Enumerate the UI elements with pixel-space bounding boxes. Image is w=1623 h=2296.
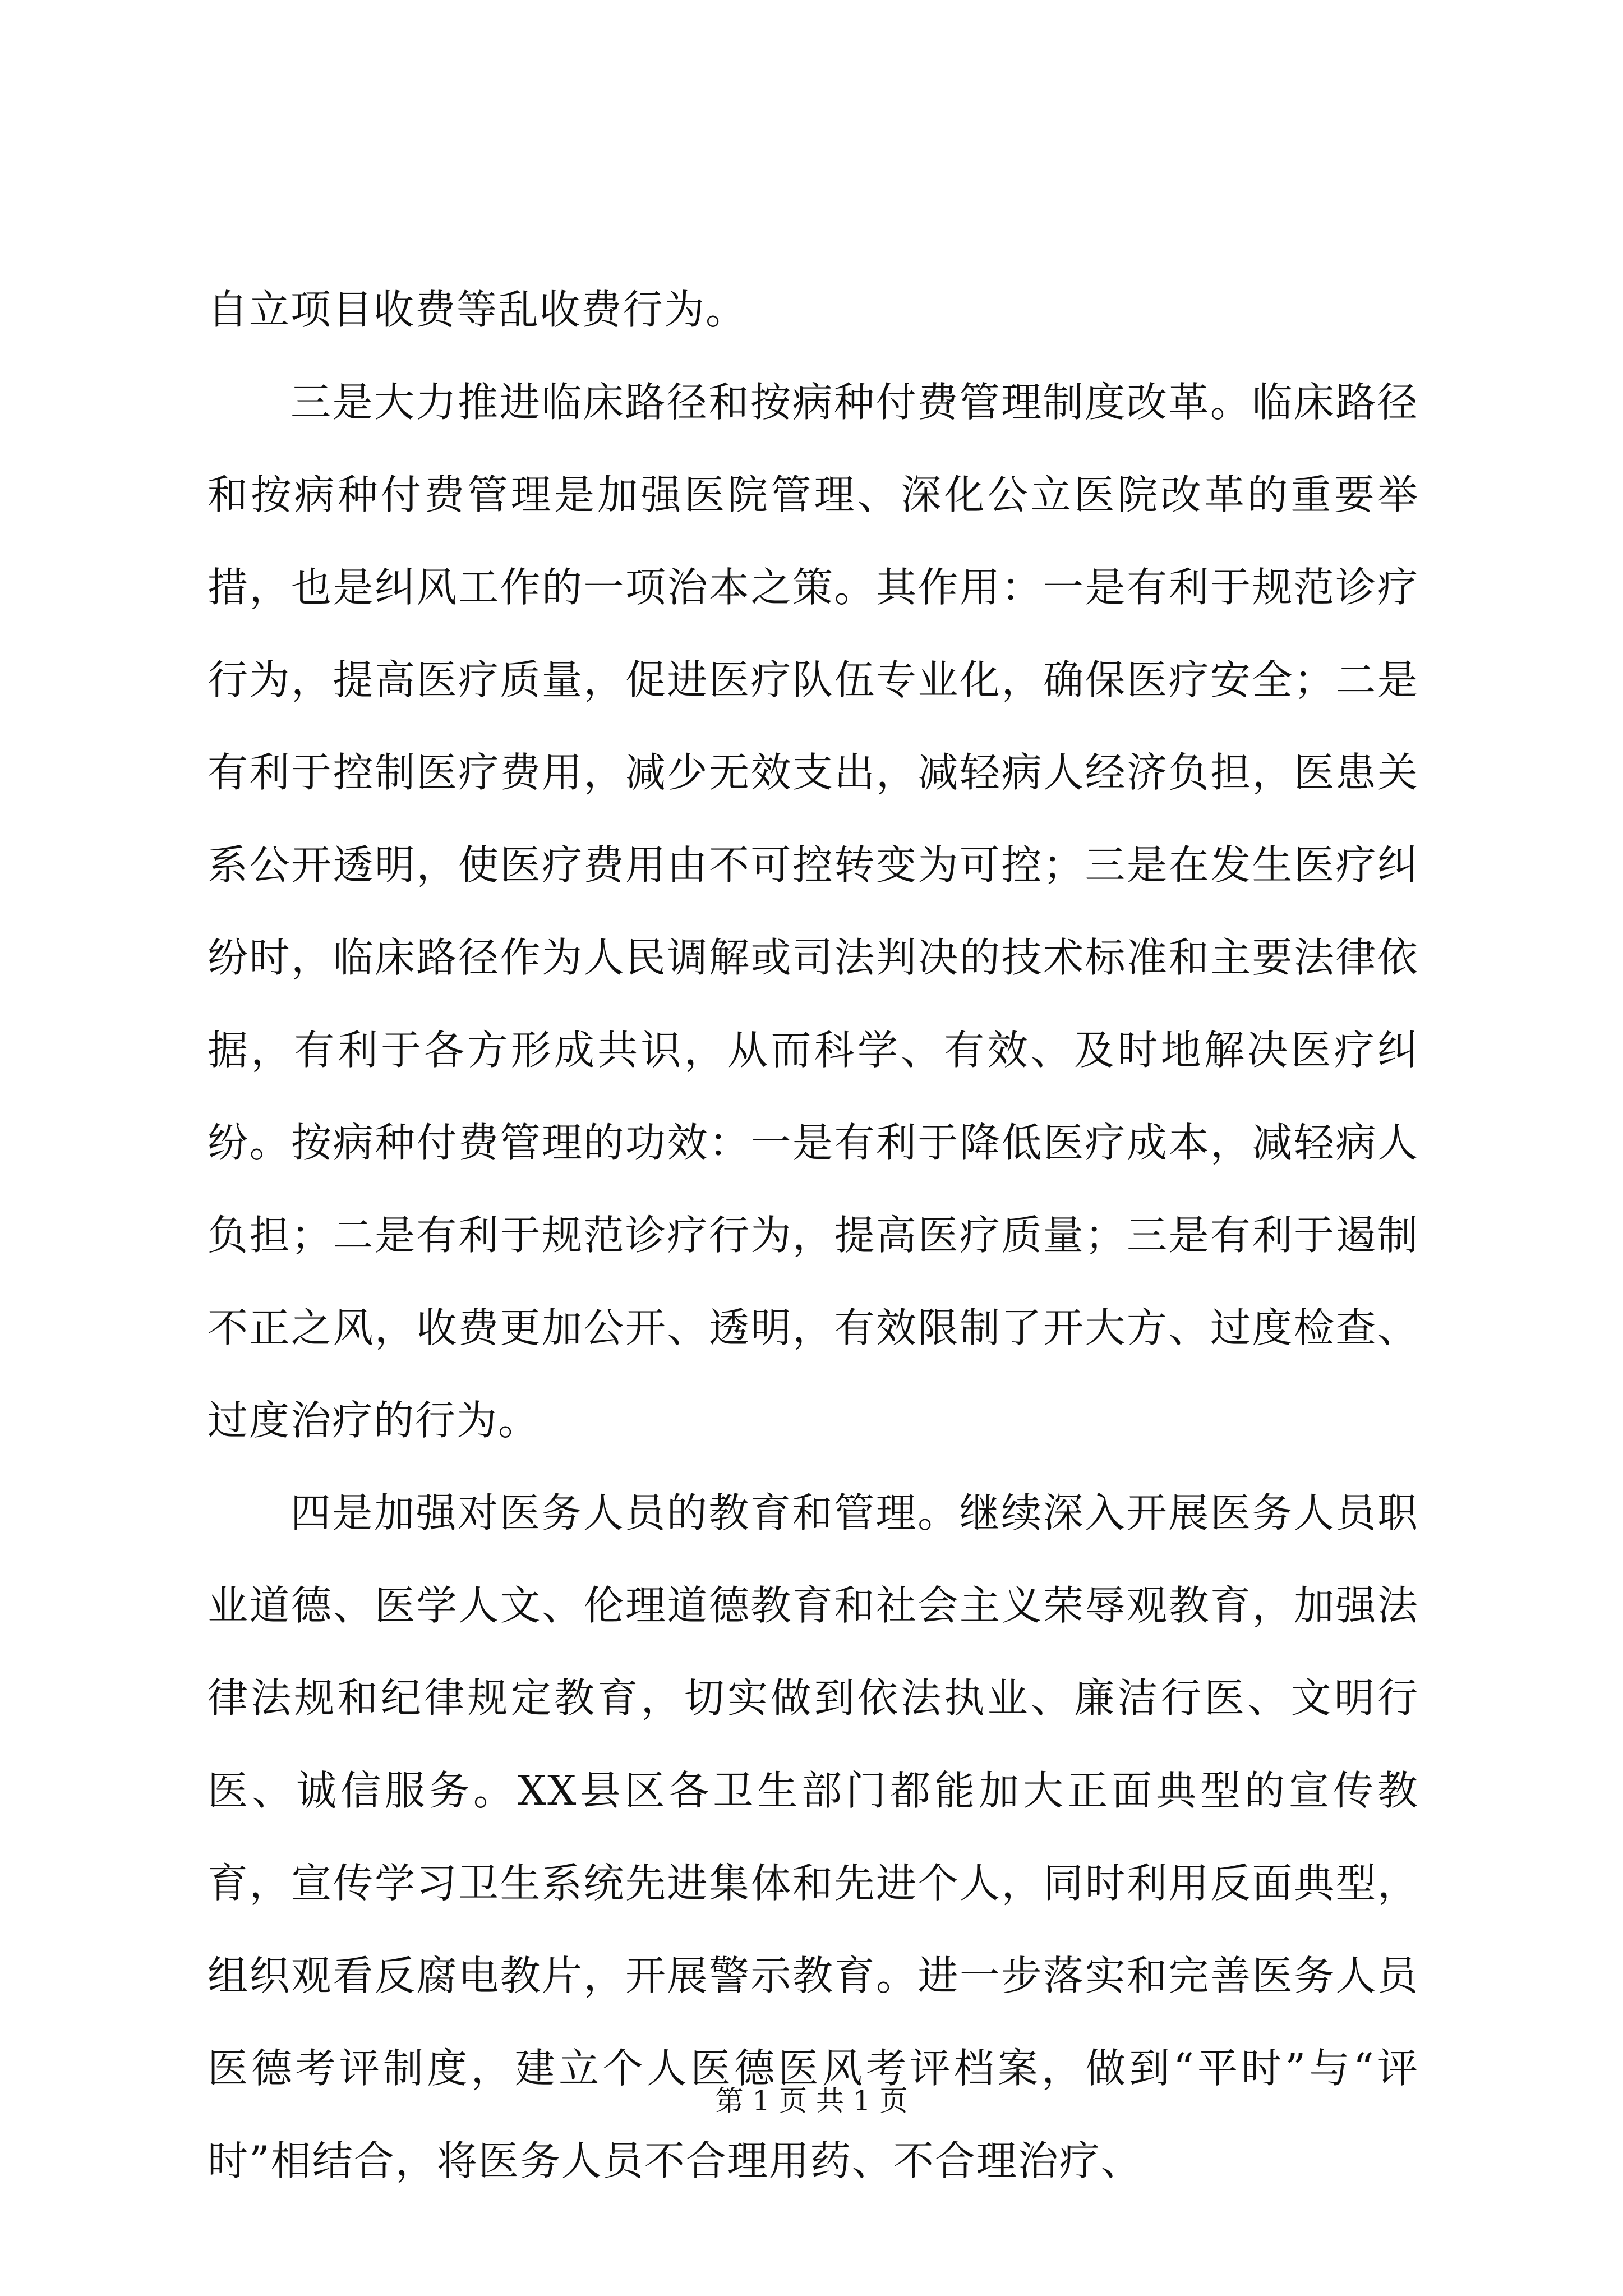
page-footer: 第 1 页 共 1 页	[715, 2085, 908, 2117]
paragraph-2: 三是大力推进临床路径和按病种付费管理制度改革。临床路径和按病种付费管理是加强医院管理、深化公立医院改革的重要举措，也是纠风工作的一项治本之策。其作用：一是有利于规范诊疗行为，提高医疗质量，促进医疗队伍专业化，确保医疗安全；二是有利于控制医疗费用，减少无效支出，减轻病人经济负担，医患关系公开透明，使医疗费用由不可控转变为可控；三是在发生医疗纠纷时，临床路径作为人民调解或司法判决的技术标准和主要法律依据，有利于各方形成共识，从而科学、有效、及时地解决医疗纠纷。按病种付费管理的功效：一是有利于降低医疗成本，减轻病人负担；二是有利于规范诊疗行为，提高医疗质量；三是有利于遏制不正之风，收费更加公开、透明，有效限制了开大方、过度检查、过度治疗的行为。	[208, 379, 1419, 1444]
body-text	[208, 264, 1419, 2207]
paragraph-3: 四是加强对医务人员的教育和管理。继续深入开展医务人员职业道德、医学人文、伦理道德教育和社会主义荣辱观教育，加强法律法规和纪律规定教育，切实做到依法执业、廉洁行医、文明行医、诚信服务。XX县区各卫生部门都能加大正面典型的宣传教育，宣传学习卫生系统先进集体和先进个人，同时利用反面典型，组织观看反腐电教片，开展警示教育。进一步落实和完善医务人员医德考评制度，建立个人医德医风考评档案，做到“平时”与“评时”相结合，将医务人员不合理用药、不合理治疗、	[208, 1489, 1419, 2184]
paragraph-1: 自立项目收费等乱收费行为。	[208, 286, 748, 333]
